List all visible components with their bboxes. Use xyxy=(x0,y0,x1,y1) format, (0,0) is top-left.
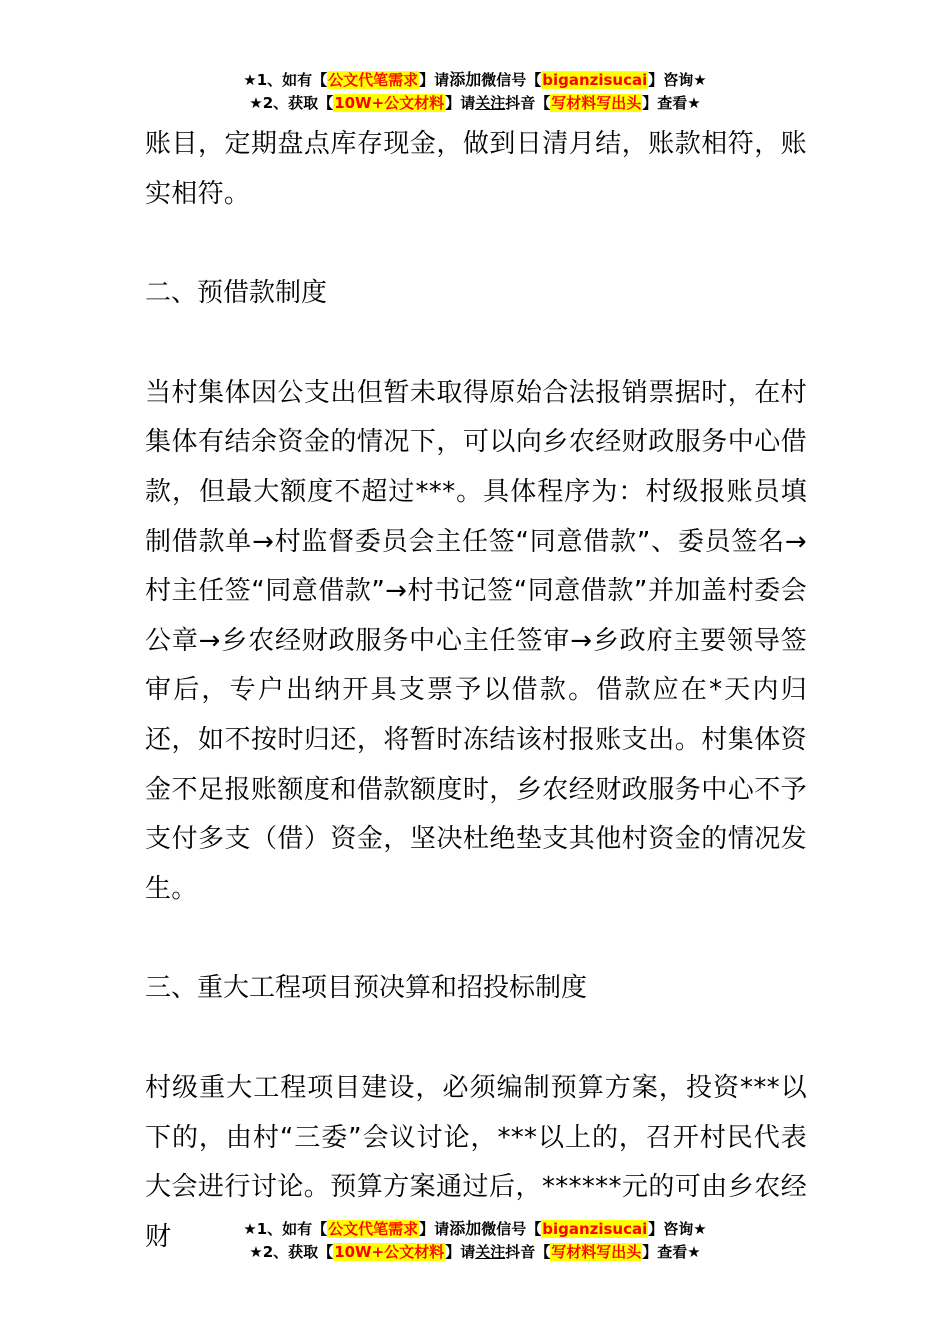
promo-highlight: biganzisucai xyxy=(542,71,648,89)
promo-text: 抖音【 xyxy=(505,94,551,112)
promo-text: 微信号【 xyxy=(481,71,542,89)
promo-text: 】查看★ xyxy=(642,94,701,112)
document-body xyxy=(145,120,807,1262)
promo-line-1 xyxy=(0,68,950,92)
promo-text: 】咨询★ xyxy=(648,71,707,89)
promo-highlight: biganzisucai xyxy=(542,1220,648,1238)
paragraph-continued: 账目，定期盘点库存现金，做到日清月结，账款相符，账实相符。 xyxy=(145,129,807,209)
promo-text: 微信号【 xyxy=(481,1220,542,1238)
promo-text: 】请 xyxy=(445,94,476,112)
promo-text: 】查看★ xyxy=(642,1243,701,1261)
promo-highlight: 公文代笔需求 xyxy=(328,1220,419,1238)
promo-highlight: 写材料写出头 xyxy=(551,1243,642,1261)
promo-highlight: 10W+公文材料 xyxy=(334,94,445,112)
section-heading-3: 三、重大工程项目预决算和招投标制度 xyxy=(145,973,588,1004)
paragraph-major-projects: 村级重大工程项目建设，必须编制预算方案，投资***以下的，由村“三委”会议讨论，***以上的，召开村民代表大会进行讨论。预算方案通过后，******元的可由乡农经财 xyxy=(145,1072,807,1252)
paragraph-loan-system: 当村集体因公支出但暂未取得原始合法报销票据时，在村集体有结余资金的情况下，可以向乡农经财政服务中心借款，但最大额度不超过***。具体程序为：村级报账员填制借款单→村监督委员会主任签“同意借款”、委员签名→村主任签“同意借款”→村书记签“同意借款”并加盖村委会公章→乡农经财政服务中心主任签审→乡政府主要领导签审后，专户出纳开具支票予以借款。借款应在*天内归还，如不按时归还，将暂时冻结该村报账支出。村集体资金不足报账额度和借款额度时，乡农经财政服务中心不予支付多支（借）资金，坚决杜绝垫支其他村资金的情况发生。 xyxy=(145,377,807,904)
promo-text: ★1、如有【 xyxy=(243,1220,328,1238)
promo-line-2 xyxy=(0,1241,950,1264)
promo-emphasis: 添加 xyxy=(449,70,482,89)
promo-text: 】咨询★ xyxy=(648,1220,707,1238)
promo-text: 】请 xyxy=(419,71,450,89)
promo-emphasis: 关注 xyxy=(475,94,506,112)
promo-highlight: 10W+公文材料 xyxy=(334,1243,445,1261)
promo-emphasis: 关注 xyxy=(475,1243,506,1261)
footer-promo-banner xyxy=(0,1217,950,1264)
promo-text: ★2、获取【 xyxy=(249,1243,334,1261)
promo-text: ★2、获取【 xyxy=(249,94,334,112)
promo-text: 】请 xyxy=(445,1243,476,1261)
promo-line-2 xyxy=(0,92,950,115)
promo-text: ★1、如有【 xyxy=(243,71,328,89)
promo-emphasis: 添加 xyxy=(449,1219,482,1238)
promo-highlight: 公文代笔需求 xyxy=(328,71,419,89)
promo-text: 抖音【 xyxy=(505,1243,551,1261)
section-heading-2: 二、预借款制度 xyxy=(145,278,328,309)
promo-line-1 xyxy=(0,1217,950,1241)
promo-text: 】请 xyxy=(419,1220,450,1238)
promo-highlight: 写材料写出头 xyxy=(551,94,642,112)
header-promo-banner xyxy=(0,68,950,115)
